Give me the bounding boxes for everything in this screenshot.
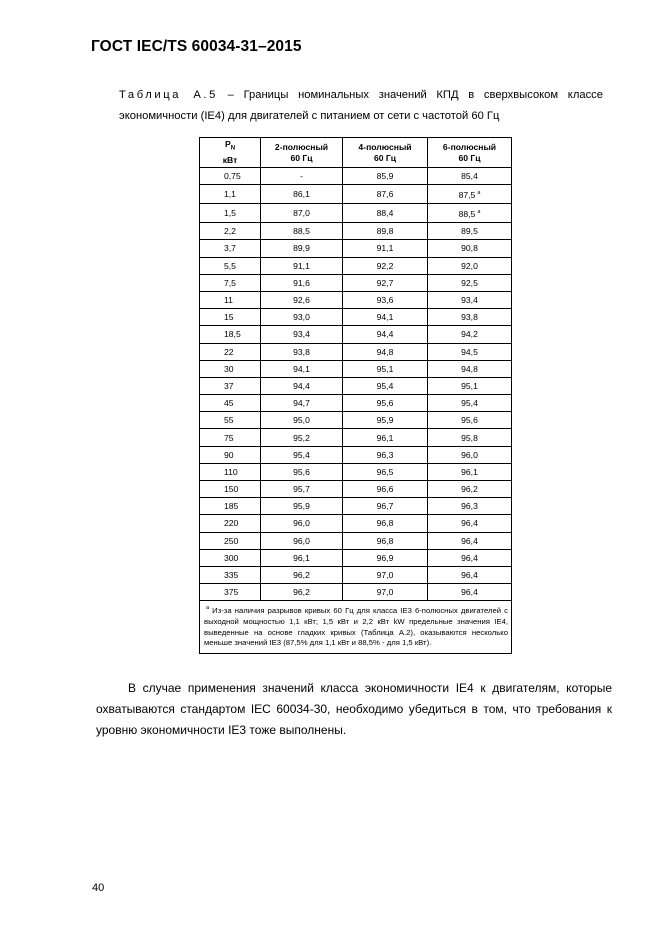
efficiency-2-pole-cell: 96,2 bbox=[261, 566, 343, 583]
efficiency-4-pole-cell: 96,8 bbox=[343, 532, 428, 549]
efficiency-table-wrapper bbox=[199, 137, 511, 654]
footnote-text: Из-за наличия разрывов кривых 60 Гц для класса IE3 6-полюсных двигателей с выходной мощностью 1,1 кВт; 1,5 кВт и 2,2 кВт kW предельные значения IE4, выведенные на основе гладких кривых (Таблица А.2), оказываются несколько меньше значений IE3 (87,5% для 1,1 кВт и 88,5% - для 1,5 кВт). bbox=[204, 606, 508, 648]
table-row bbox=[200, 291, 512, 308]
power-cell: 0,75 bbox=[200, 168, 261, 185]
table-row bbox=[200, 257, 512, 274]
efficiency-2-pole-cell: 94,4 bbox=[261, 377, 343, 394]
efficiency-2-pole-cell: 91,1 bbox=[261, 257, 343, 274]
efficiency-6-pole-cell: 93,4 bbox=[428, 291, 512, 308]
efficiency-4-pole-cell: 94,4 bbox=[343, 326, 428, 343]
efficiency-2-pole-cell: 95,2 bbox=[261, 429, 343, 446]
table-row bbox=[200, 223, 512, 240]
table-row bbox=[200, 515, 512, 532]
efficiency-4-pole-cell: 94,1 bbox=[343, 309, 428, 326]
table-row bbox=[200, 377, 512, 394]
efficiency-6-pole-cell: 95,1 bbox=[428, 377, 512, 394]
table-footnote-row bbox=[200, 601, 512, 653]
efficiency-2-pole-cell: 88,5 bbox=[261, 223, 343, 240]
efficiency-4-pole-cell: 91,1 bbox=[343, 240, 428, 257]
power-cell: 22 bbox=[200, 343, 261, 360]
efficiency-6-pole-cell: 85,4 bbox=[428, 168, 512, 185]
table-row bbox=[200, 309, 512, 326]
power-cell: 11 bbox=[200, 291, 261, 308]
efficiency-6-pole-cell: 94,5 bbox=[428, 343, 512, 360]
efficiency-4-pole-cell: 87,6 bbox=[343, 185, 428, 204]
power-cell: 15 bbox=[200, 309, 261, 326]
table-caption-text: – Границы номинальных значений КПД в сверхвысоком классе экономичности (IE4) для двигателей с питанием от сети с частотой 60 Гц bbox=[119, 89, 603, 122]
table-row bbox=[200, 274, 512, 291]
power-cell: 3,7 bbox=[200, 240, 261, 257]
header-power: $P_N$ кВт bbox=[200, 138, 261, 168]
table-row bbox=[200, 185, 512, 204]
efficiency-2-pole-cell: 86,1 bbox=[261, 185, 343, 204]
power-cell: 75 bbox=[200, 429, 261, 446]
efficiency-2-pole-cell: 95,7 bbox=[261, 481, 343, 498]
table-caption bbox=[119, 85, 603, 127]
power-cell: 250 bbox=[200, 532, 261, 549]
efficiency-4-pole-cell: 97,0 bbox=[343, 566, 428, 583]
efficiency-6-pole-cell: 92,5 bbox=[428, 274, 512, 291]
efficiency-2-pole-cell: 95,4 bbox=[261, 446, 343, 463]
efficiency-2-pole-cell: 93,0 bbox=[261, 309, 343, 326]
table-row bbox=[200, 498, 512, 515]
table-row bbox=[200, 395, 512, 412]
efficiency-2-pole-cell: 93,8 bbox=[261, 343, 343, 360]
power-cell: 220 bbox=[200, 515, 261, 532]
power-cell: 55 bbox=[200, 412, 261, 429]
efficiency-6-pole-cell: 90,8 bbox=[428, 240, 512, 257]
efficiency-4-pole-cell: 96,6 bbox=[343, 481, 428, 498]
power-cell: 18,5 bbox=[200, 326, 261, 343]
power-cell: 110 bbox=[200, 463, 261, 480]
efficiency-4-pole-cell: 94,8 bbox=[343, 343, 428, 360]
efficiency-4-pole-cell: 95,1 bbox=[343, 360, 428, 377]
power-cell: 300 bbox=[200, 549, 261, 566]
efficiency-4-pole-cell: 97,0 bbox=[343, 584, 428, 601]
efficiency-table bbox=[199, 137, 512, 654]
efficiency-6-pole-cell: 94,2 bbox=[428, 326, 512, 343]
table-row bbox=[200, 360, 512, 377]
efficiency-6-pole-cell: 95,4 bbox=[428, 395, 512, 412]
efficiency-2-pole-cell: 96,0 bbox=[261, 532, 343, 549]
power-cell: 150 bbox=[200, 481, 261, 498]
table-row bbox=[200, 168, 512, 185]
efficiency-6-pole-cell: 96,1 bbox=[428, 463, 512, 480]
power-cell: 2,2 bbox=[200, 223, 261, 240]
footnote-mark: а bbox=[206, 605, 210, 612]
efficiency-6-pole-cell: 88,5 $^a$ bbox=[428, 204, 512, 223]
table-row bbox=[200, 343, 512, 360]
efficiency-2-pole-cell: 96,2 bbox=[261, 584, 343, 601]
efficiency-2-pole-cell: 93,4 bbox=[261, 326, 343, 343]
power-cell: 1,5 bbox=[200, 204, 261, 223]
table-row bbox=[200, 532, 512, 549]
efficiency-4-pole-cell: 96,8 bbox=[343, 515, 428, 532]
efficiency-6-pole-cell: 95,8 bbox=[428, 429, 512, 446]
efficiency-2-pole-cell: 95,0 bbox=[261, 412, 343, 429]
table-row bbox=[200, 204, 512, 223]
table-row bbox=[200, 584, 512, 601]
efficiency-6-pole-cell: 96,4 bbox=[428, 566, 512, 583]
efficiency-2-pole-cell: 96,0 bbox=[261, 515, 343, 532]
efficiency-6-pole-cell: 96,4 bbox=[428, 549, 512, 566]
power-cell: 185 bbox=[200, 498, 261, 515]
efficiency-2-pole-cell: 94,7 bbox=[261, 395, 343, 412]
efficiency-6-pole-cell: 96,2 bbox=[428, 481, 512, 498]
table-header-row bbox=[200, 138, 512, 168]
body-paragraph: В случае применения значений класса экономичности IE4 к двигателям, которые охватываются стандартом IEC 60034-30, необходимо убедиться в том, что требования к уровню экономичности IE3 тоже выполнены. bbox=[96, 681, 612, 737]
table-row bbox=[200, 481, 512, 498]
table-row bbox=[200, 549, 512, 566]
table-row bbox=[200, 326, 512, 343]
table-row bbox=[200, 446, 512, 463]
efficiency-4-pole-cell: 95,9 bbox=[343, 412, 428, 429]
efficiency-6-pole-cell: 96,4 bbox=[428, 515, 512, 532]
table-row bbox=[200, 566, 512, 583]
power-cell: 30 bbox=[200, 360, 261, 377]
efficiency-2-pole-cell: 91,6 bbox=[261, 274, 343, 291]
power-cell: 5,5 bbox=[200, 257, 261, 274]
table-row bbox=[200, 429, 512, 446]
efficiency-2-pole-cell: - bbox=[261, 168, 343, 185]
table-row bbox=[200, 240, 512, 257]
efficiency-2-pole-cell: 94,1 bbox=[261, 360, 343, 377]
efficiency-4-pole-cell: 96,3 bbox=[343, 446, 428, 463]
efficiency-6-pole-cell: 93,8 bbox=[428, 309, 512, 326]
efficiency-6-pole-cell: 92,0 bbox=[428, 257, 512, 274]
table-caption-lead: Таблица А.5 bbox=[119, 89, 218, 101]
efficiency-2-pole-cell: 92,6 bbox=[261, 291, 343, 308]
efficiency-4-pole-cell: 96,1 bbox=[343, 429, 428, 446]
header-4-pole: 4-полюсный 60 Гц bbox=[343, 138, 428, 168]
power-cell: 37 bbox=[200, 377, 261, 394]
efficiency-6-pole-cell: 87,5 $^a$ bbox=[428, 185, 512, 204]
efficiency-6-pole-cell: 96,3 bbox=[428, 498, 512, 515]
document-header: ГОСТ IEC/TS 60034-31–2015 bbox=[91, 38, 302, 55]
power-cell: 7,5 bbox=[200, 274, 261, 291]
efficiency-4-pole-cell: 95,4 bbox=[343, 377, 428, 394]
power-cell: 335 bbox=[200, 566, 261, 583]
power-cell: 1,1 bbox=[200, 185, 261, 204]
efficiency-6-pole-cell: 96,4 bbox=[428, 532, 512, 549]
power-cell: 45 bbox=[200, 395, 261, 412]
efficiency-4-pole-cell: 85,9 bbox=[343, 168, 428, 185]
efficiency-4-pole-cell: 88,4 bbox=[343, 204, 428, 223]
efficiency-6-pole-cell: 96,0 bbox=[428, 446, 512, 463]
efficiency-2-pole-cell: 95,9 bbox=[261, 498, 343, 515]
footnote-ref-mark: a bbox=[477, 190, 481, 197]
efficiency-4-pole-cell: 96,7 bbox=[343, 498, 428, 515]
header-2-pole: 2-полюсный 60 Гц bbox=[261, 138, 343, 168]
efficiency-4-pole-cell: 95,6 bbox=[343, 395, 428, 412]
table-row bbox=[200, 412, 512, 429]
power-cell: 375 bbox=[200, 584, 261, 601]
power-cell: 90 bbox=[200, 446, 261, 463]
efficiency-4-pole-cell: 96,5 bbox=[343, 463, 428, 480]
efficiency-4-pole-cell: 96,9 bbox=[343, 549, 428, 566]
efficiency-6-pole-cell: 94,8 bbox=[428, 360, 512, 377]
header-6-pole: 6-полюсный 60 Гц bbox=[428, 138, 512, 168]
efficiency-2-pole-cell: 96,1 bbox=[261, 549, 343, 566]
efficiency-2-pole-cell: 89,9 bbox=[261, 240, 343, 257]
efficiency-4-pole-cell: 92,7 bbox=[343, 274, 428, 291]
table-row bbox=[200, 463, 512, 480]
footnote-ref-mark: a bbox=[477, 209, 481, 216]
table-footnote bbox=[200, 601, 512, 653]
efficiency-2-pole-cell: 95,6 bbox=[261, 463, 343, 480]
efficiency-2-pole-cell: 87,0 bbox=[261, 204, 343, 223]
efficiency-4-pole-cell: 89,8 bbox=[343, 223, 428, 240]
efficiency-6-pole-cell: 96,4 bbox=[428, 584, 512, 601]
page-number: 40 bbox=[92, 882, 105, 894]
efficiency-4-pole-cell: 92,2 bbox=[343, 257, 428, 274]
efficiency-6-pole-cell: 95,6 bbox=[428, 412, 512, 429]
efficiency-6-pole-cell: 89,5 bbox=[428, 223, 512, 240]
efficiency-4-pole-cell: 93,6 bbox=[343, 291, 428, 308]
